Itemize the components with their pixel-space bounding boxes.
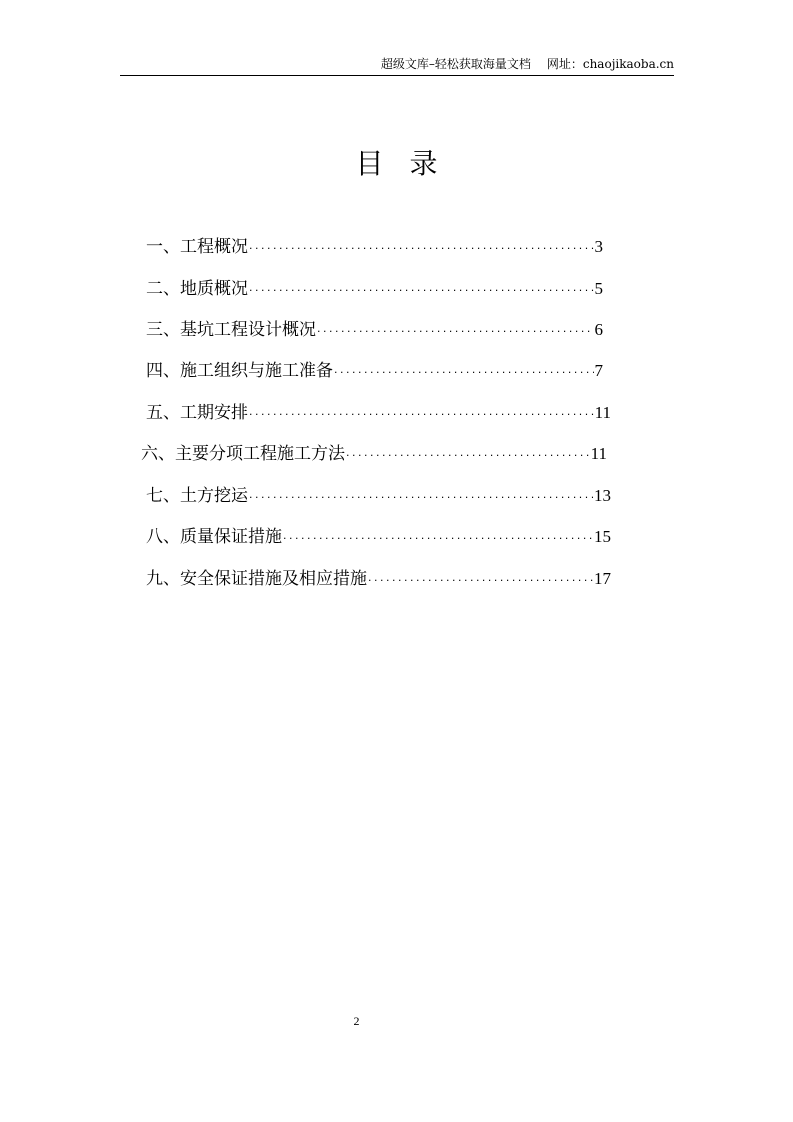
toc-entry[interactable] — [141, 441, 607, 467]
toc-entry-page: 11 — [594, 403, 611, 422]
toc-entry-label: 四、施工组织与施工准备 — [146, 361, 333, 381]
toc-leader-dots — [346, 443, 590, 469]
toc-entry-label: 二、地质概况 — [146, 279, 248, 299]
toc-entry-page: 6 — [594, 320, 603, 339]
toc-entry[interactable] — [146, 358, 603, 384]
header-url-text: 网址：chaojikaoba.cn — [546, 57, 674, 71]
toc-entry-label: 九、安全保证措施及相应措施 — [146, 569, 367, 589]
toc-entry[interactable] — [146, 400, 611, 426]
toc-title: 目录 — [355, 147, 464, 180]
toc-leader-dots — [334, 360, 594, 386]
toc-entry[interactable] — [146, 566, 611, 592]
toc-leader-dots — [317, 319, 594, 345]
toc-entry[interactable] — [146, 234, 603, 260]
toc-entry-page: 15 — [594, 527, 611, 546]
header-site-text: 超级文库–轻松获取海量文档 — [380, 57, 531, 71]
toc-entry-page: 3 — [594, 237, 603, 256]
toc-leader-dots — [283, 526, 593, 552]
toc-entry[interactable] — [146, 483, 611, 509]
toc-entry-page: 5 — [594, 279, 603, 298]
toc-entry[interactable] — [146, 276, 603, 302]
toc-entry[interactable] — [146, 524, 611, 550]
toc-leader-dots — [249, 278, 594, 304]
toc-entry-label: 五、工期安排 — [146, 403, 248, 423]
page-number: 2 — [353, 1014, 360, 1028]
toc-leader-dots — [249, 236, 594, 262]
toc-entry-label: 三、基坑工程设计概况 — [146, 320, 316, 340]
toc-entry-label: 六、主要分项工程施工方法 — [141, 444, 345, 464]
toc-entry-label: 七、土方挖运 — [146, 486, 248, 506]
toc-leader-dots — [368, 568, 593, 594]
toc-entry-label: 八、质量保证措施 — [146, 527, 282, 547]
toc-entry-page: 7 — [594, 361, 603, 380]
page-header — [120, 57, 674, 76]
toc-leader-dots — [249, 402, 594, 428]
toc-entry-page: 11 — [590, 444, 607, 463]
toc-leader-dots — [249, 485, 593, 511]
toc-entry-label: 一、工程概况 — [146, 237, 248, 257]
toc-entry-page: 13 — [594, 486, 611, 505]
toc-entry[interactable] — [146, 317, 603, 343]
toc-entry-page: 17 — [594, 569, 611, 588]
